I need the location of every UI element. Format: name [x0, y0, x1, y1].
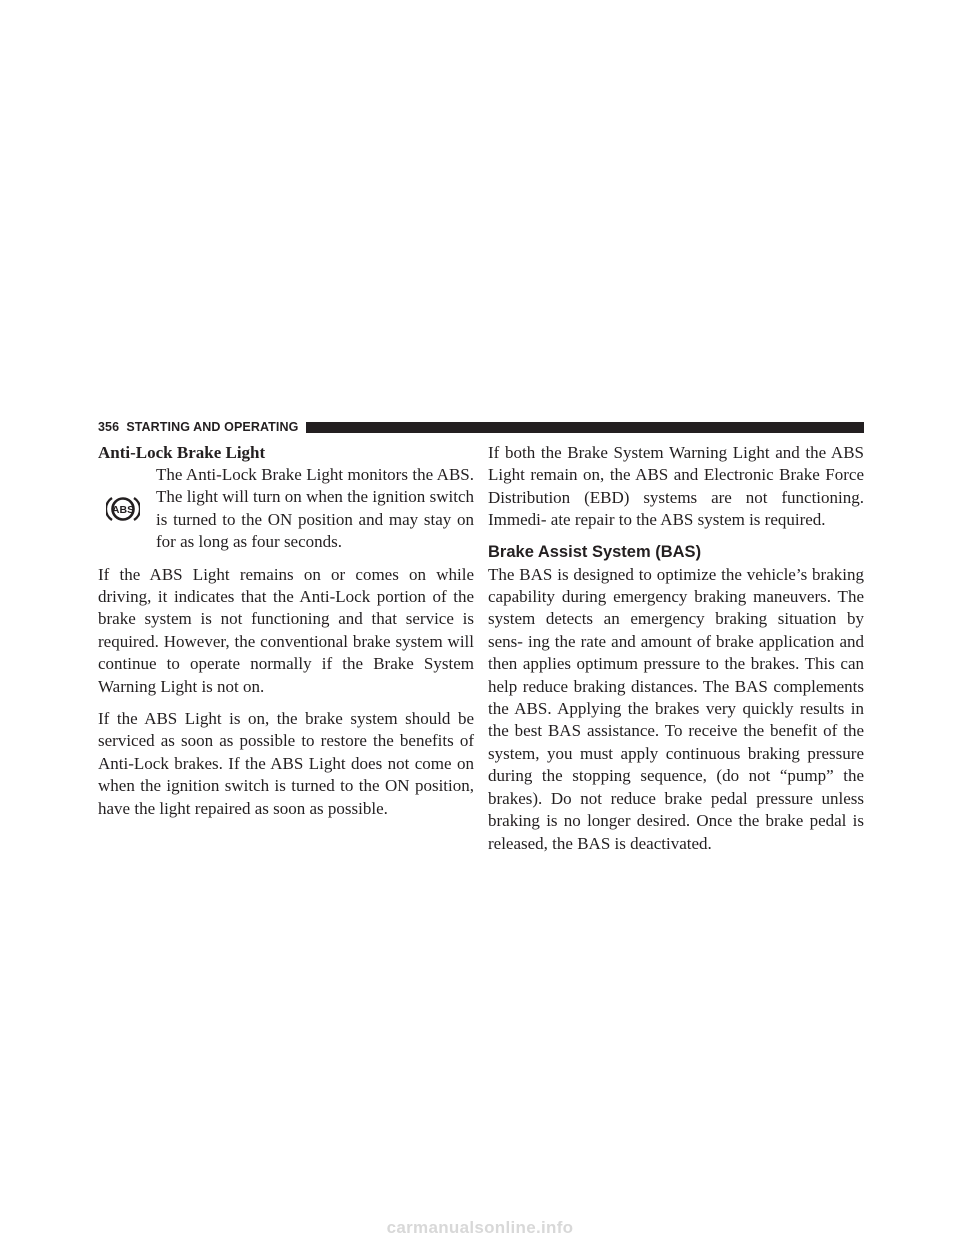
- bas-description-paragraph: The BAS is designed to optimize the vehicle’s braking capability during emergency braking maneuvers. The system detects an emergency braking situation by sens- ing the rate and amount of brake application and then applies optimum pressure to the brakes. This can help reduce braking distances. The BAS complements the ABS. Applying the brakes very quickly results in the best BAS assistance. To receive the benefit of the system, you must apply continuous braking pressure during the stopping sequence, (do not “pump” the brakes). Do not reduce brake pedal pressure unless braking is no longer desired. Once the brake pedal is released, the BAS is deactivated.: [488, 564, 864, 853]
- abs-service-paragraph: If the ABS Light is on, the brake system should be serviced as soon as possible to restore the benefits of Anti-Lock brakes. If the ABS Light does not come on when the ignition switch is turned to the ON position, have the light repaired as soon as possible.: [98, 709, 474, 818]
- abs-icon-label: ABS: [111, 504, 135, 517]
- anti-lock-brake-light-heading: Anti-Lock Brake Light: [98, 443, 266, 462]
- page-header-text: [98, 420, 298, 434]
- both-lights-on-paragraph: If both the Brake System Warning Light and the ABS Light remain on, the ABS and Electronic Brake Force Distribution (EBD) systems are not functioning. Immedi- ate repair to the ABS system is required.: [488, 443, 864, 530]
- page-number: 356: [98, 420, 120, 434]
- section-title: STARTING AND OPERATING: [126, 420, 299, 434]
- abs-intro-block: [98, 464, 474, 554]
- running-header: [98, 418, 864, 436]
- brake-assist-system-heading: Brake Assist System (BAS): [488, 542, 702, 561]
- abs-warning-icon: [106, 494, 140, 524]
- abs-icon-slot: [98, 464, 156, 554]
- abs-light-intro: The Anti-Lock Brake Light monitors the ABS. The light will turn on when the ignition switch is turned to the ON position and may stay on for as long as four seconds.: [156, 465, 474, 552]
- left-column: [98, 442, 474, 820]
- watermark: carmanualsonline.info: [386, 1218, 574, 1237]
- header-rule: [306, 422, 864, 433]
- abs-remains-on-paragraph: If the ABS Light remains on or comes on while driving, it indicates that the Anti-Lock portion of the brake system is not functioning and that service is required. However, the conventional brake system will continue to operate normally if the Brake System Warning Light is not on.: [98, 564, 474, 696]
- right-column: [488, 442, 864, 855]
